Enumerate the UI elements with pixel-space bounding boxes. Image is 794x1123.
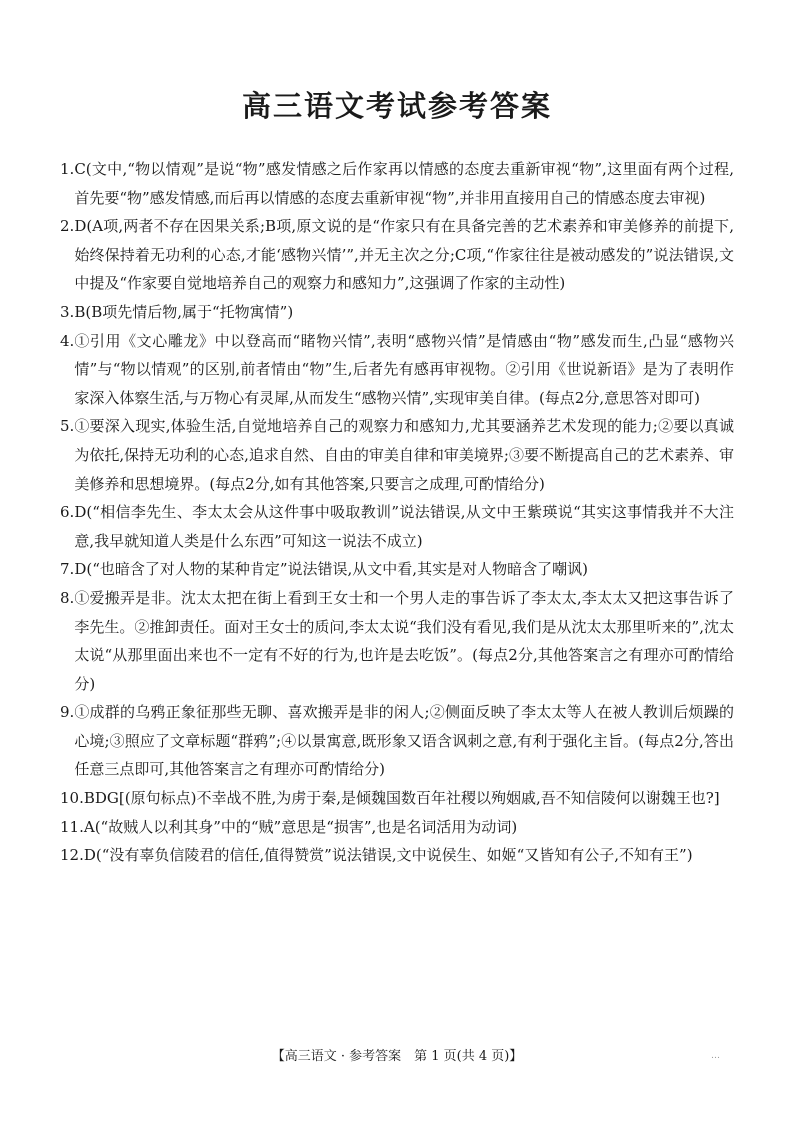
answer-text: A(“故贼人以利其身”中的“贼”意思是“损害”,也是名词活用为动词) [83, 817, 518, 836]
answer-item-6 [60, 498, 734, 555]
answer-number: 6. [60, 503, 75, 522]
answer-item-11 [60, 813, 734, 842]
answer-item-1 [60, 155, 734, 212]
answer-text: BDG[(原句标点)不幸战不胜,为虏于秦,是倾魏国数百年社稷以殉姻戚,吾不知信陵何以谢魏王也?] [83, 789, 720, 808]
answer-item-3 [60, 298, 734, 327]
answer-text: ①爱搬弄是非。沈太太把在街上看到王女士和一个男人走的事告诉了李太太,李太太又把这事告诉了李先生。②推卸责任。面对王女士的质问,李太太说“我们没有看见,我们是从沈太太那里听来的”,沈太太说“从那里面出来也不一定有不好的行为,也许是去吃饭”。(每点2分,其他答案言之有理亦可酌情给分) [74, 588, 734, 693]
answer-item-8 [60, 584, 734, 698]
answer-number: 10. [60, 789, 84, 808]
answer-text: ①成群的乌鸦正象征那些无聊、喜欢搬弄是非的闲人;②侧面反映了李太太等人在被人教训后烦躁的心境;③照应了文章标题“群鸦”;④以景寓意,既形象又语含讽刺之意,有利于强化主旨。(每点2分,答出任意三点即可,其他答案言之有理亦可酌情给分) [74, 703, 734, 779]
answer-text: D(“没有辜负信陵君的信任,值得赞赏”说法错误,文中说侯生、如姬“又皆知有公子,不知有王”) [83, 846, 693, 865]
answer-list [60, 155, 734, 870]
answer-number: 9. [60, 703, 75, 722]
answer-number: 11. [60, 817, 84, 836]
answer-text: D(“相信李先生、李太太会从这件事中吸取教训”说法错误,从文中王紫瑛说“其实这事情我并不大注意,我早就知道人类是什么东西”可知这一说法不成立) [74, 503, 734, 550]
answer-text: D(A项,两者不存在因果关系;B项,原文说的是“作家只有在具备完善的艺术素养和审美修养的前提下,始终保持着无功利的心态,才能‘感物兴情’”,并无主次之分;C项,“作家往往是被动感发的”说法错误,文中提及“作家要自觉地培养自己的观察力和感知力”,这强调了作家的主动性) [74, 217, 734, 293]
answer-text: B(B项先情后物,属于“托物寓情”) [74, 302, 294, 321]
answer-number: 2. [60, 217, 75, 236]
answer-item-10 [60, 784, 734, 813]
answer-number: 7. [60, 560, 75, 579]
answer-item-4 [60, 327, 734, 413]
answer-number: 5. [60, 417, 75, 436]
page-title: 高三语文考试参考答案 [241, 89, 552, 123]
answer-item-12 [60, 841, 734, 870]
answer-text: ①引用《文心雕龙》中以登高而“睹物兴情”,表明“感物兴情”是情感由“物”感发而生,凸显“感物兴情”与“物以情观”的区别,前者情由“物”生,后者先有感再审视物。②引用《世说新语》是为了表明作家深入体察生活,与万物心有灵犀,从而发生“感物兴情”,实现审美自律。(每点2分,意思答对即可) [74, 331, 734, 407]
answer-number: 8. [60, 588, 75, 607]
answer-text: ①要深入现实,体验生活,自觉地培养自己的观察力和感知力,尤其要涵养艺术发现的能力;②要以真诚为依托,保持无功利的心态,追求自然、自由的审美自律和审美境界;③要不断提高自己的艺术素养、审美修养和思想境界。(每点2分,如有其他答案,只要言之成理,可酌情给分) [74, 417, 734, 493]
answer-number: 3. [60, 302, 75, 321]
page-footer: 【高三语文 · 参考答案 第 1 页(共 4 页)】 [271, 1049, 523, 1064]
answer-number: 4. [60, 331, 75, 350]
answer-text: D(“也暗含了对人物的某种肯定”说法错误,从文中看,其实是对人物暗含了嘲讽) [74, 560, 588, 579]
answer-item-9 [60, 698, 734, 784]
answer-item-7 [60, 555, 734, 584]
corner-mark: … [711, 1051, 720, 1061]
answer-item-2 [60, 212, 734, 298]
answer-text: C(文中,“物以情观”是说“物”感发情感之后作家再以情感的态度去重新审视“物”,这里面有两个过程,首先要“物”感发情感,而后再以情感的态度去重新审视“物”,并非用直接用自己的情感态度去审视) [74, 160, 734, 207]
answer-number: 1. [60, 160, 75, 178]
answer-item-5 [60, 412, 734, 498]
answer-number: 12. [60, 846, 84, 865]
